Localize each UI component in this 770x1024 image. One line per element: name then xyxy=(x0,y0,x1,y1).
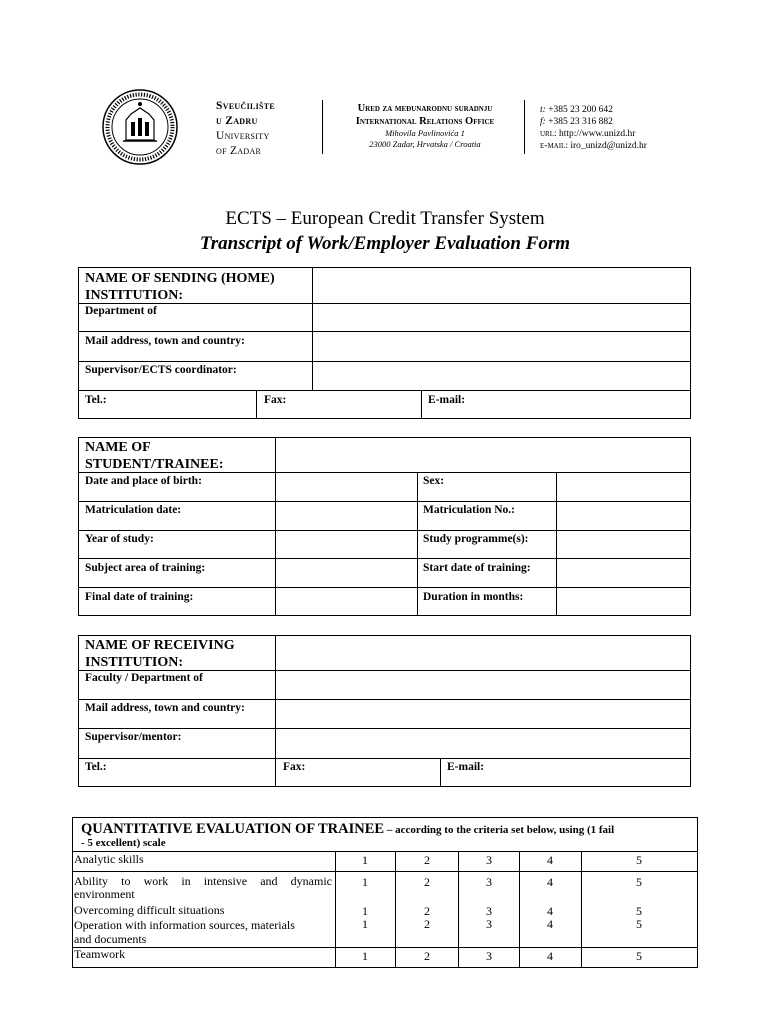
col-line xyxy=(335,851,336,967)
receiving-name-label xyxy=(85,637,235,671)
score-5-option[interactable]: 5 xyxy=(636,949,642,963)
col-line xyxy=(417,472,418,615)
student-programme-label: Study programme(s): xyxy=(423,533,529,545)
receiving-institution-section xyxy=(78,635,691,787)
fax-value: +385 23 316 882 xyxy=(548,117,613,127)
fax-key: f: xyxy=(540,117,546,127)
score-4-option[interactable]: 4 xyxy=(547,853,553,867)
receiving-name-field[interactable] xyxy=(276,637,689,669)
row-line xyxy=(73,871,697,872)
tel-key: t: xyxy=(540,105,546,115)
evaluation-section xyxy=(72,817,698,968)
header-divider-1 xyxy=(322,100,323,154)
receiving-mail-field[interactable] xyxy=(276,700,689,727)
row-line xyxy=(79,530,690,531)
row-line xyxy=(73,851,697,852)
page-subtitle: Transcript of Work/Employer Evaluation Form xyxy=(199,233,571,254)
receiving-name-label-2: INSTITUTION: xyxy=(85,655,184,670)
sending-email-label: E-mail: xyxy=(428,394,466,406)
receiving-supervisor-label: Supervisor/mentor: xyxy=(85,731,182,743)
score-1-option[interactable]: 1 xyxy=(362,904,368,918)
score-3-option[interactable]: 3 xyxy=(486,875,492,889)
score-2-option[interactable]: 2 xyxy=(424,853,430,867)
office-block xyxy=(340,102,510,150)
university-hr-line1: Sveučilište xyxy=(216,100,276,112)
student-year-label: Year of study: xyxy=(85,533,154,545)
contact-fax xyxy=(540,116,647,128)
score-1-option[interactable]: 1 xyxy=(362,917,368,931)
score-2-option[interactable]: 2 xyxy=(424,904,430,918)
score-5-option[interactable]: 5 xyxy=(636,917,642,931)
receiving-tel-label: Tel.: xyxy=(85,761,107,773)
sending-tel-label: Tel.: xyxy=(85,394,107,406)
sending-name-label-1: NAME OF SENDING (HOME) xyxy=(85,271,275,286)
sending-mail-label: Mail address, town and country: xyxy=(85,335,245,347)
email-value[interactable]: iro_unizd@unizd.hr xyxy=(570,141,647,151)
sending-supervisor-field[interactable] xyxy=(313,362,689,389)
row-line xyxy=(79,758,690,759)
university-en-line1: University xyxy=(216,130,270,142)
student-final-label: Final date of training: xyxy=(85,591,194,603)
score-4-option[interactable]: 4 xyxy=(547,917,553,931)
sending-mail-field[interactable] xyxy=(313,332,689,360)
sending-institution-section xyxy=(78,267,691,419)
criterion-dynamic-environment: Ability to work in intensive and dynamic xyxy=(74,874,332,888)
score-4-option[interactable]: 4 xyxy=(547,904,553,918)
university-en-line2: of Zadar xyxy=(216,145,262,157)
score-5-option[interactable]: 5 xyxy=(636,853,642,867)
row-line xyxy=(79,558,690,559)
criterion-dynamic-environment-2: environment xyxy=(74,887,135,901)
url-key: url: xyxy=(540,129,557,139)
student-matric-date-label: Matriculation date: xyxy=(85,504,182,516)
evaluation-heading-note-2: - 5 excellent) scale xyxy=(81,837,166,849)
office-name-hr: Ured za međunarodnu suradnju xyxy=(357,103,493,114)
receiving-faculty-field[interactable] xyxy=(276,671,689,698)
score-5-option[interactable]: 5 xyxy=(636,904,642,918)
score-4-option[interactable]: 4 xyxy=(547,875,553,889)
sending-name-field[interactable] xyxy=(313,269,689,302)
score-2-option[interactable]: 2 xyxy=(424,917,430,931)
contact-tel xyxy=(540,104,647,116)
score-1-option[interactable]: 1 xyxy=(362,875,368,889)
student-name-field[interactable] xyxy=(276,439,689,471)
receiving-fax-label: Fax: xyxy=(283,761,306,773)
url-value[interactable]: http://www.unizd.hr xyxy=(559,129,636,139)
col-line xyxy=(556,472,557,615)
student-name-label xyxy=(85,439,223,473)
col-line xyxy=(440,758,441,786)
col-line xyxy=(275,758,276,786)
score-1-option[interactable]: 1 xyxy=(362,853,368,867)
office-address-line1: Mihovila Pavlinovića 1 xyxy=(385,128,465,138)
criterion-information-sources-2: and documents xyxy=(74,932,147,946)
receiving-faculty-label: Faculty / Department of xyxy=(85,672,203,684)
tel-value: +385 23 200 642 xyxy=(548,105,613,115)
student-name-label-1: NAME OF xyxy=(85,440,151,455)
office-name-en: International Relations Office xyxy=(355,116,495,127)
sending-fax-label: Fax: xyxy=(264,394,287,406)
email-key: e-mail: xyxy=(540,141,568,151)
col-line xyxy=(519,851,520,967)
student-matric-no-label: Matriculation No.: xyxy=(423,504,515,516)
row-line xyxy=(79,390,690,391)
student-duration-label: Duration in months: xyxy=(423,591,524,603)
student-sex-label: Sex: xyxy=(423,475,445,487)
row-line xyxy=(79,587,690,588)
student-subject-label: Subject area of training: xyxy=(85,562,206,574)
receiving-supervisor-field[interactable] xyxy=(276,729,689,757)
score-4-option[interactable]: 4 xyxy=(547,949,553,963)
score-3-option[interactable]: 3 xyxy=(486,949,492,963)
score-2-option[interactable]: 2 xyxy=(424,949,430,963)
evaluation-heading-main: QUANTITATIVE EVALUATION OF TRAINEE xyxy=(81,821,385,837)
student-start-label: Start date of training: xyxy=(423,562,531,574)
sending-supervisor-label: Supervisor/ECTS coordinator: xyxy=(85,364,237,376)
student-section xyxy=(78,437,691,616)
col-line xyxy=(581,851,582,967)
score-3-option[interactable]: 3 xyxy=(486,917,492,931)
receiving-name-label-1: NAME OF RECEIVING xyxy=(85,638,235,653)
receiving-mail-label: Mail address, town and country: xyxy=(85,702,245,714)
sending-department-label: Department of xyxy=(85,305,157,317)
sending-department-field[interactable] xyxy=(313,304,689,330)
student-dob-label: Date and place of birth: xyxy=(85,475,202,487)
score-2-option[interactable]: 2 xyxy=(424,875,430,889)
criterion-analytic-skills: Analytic skills xyxy=(74,852,144,866)
row-line xyxy=(73,947,697,948)
score-3-option[interactable]: 3 xyxy=(486,853,492,867)
criterion-teamwork: Teamwork xyxy=(74,947,126,961)
criterion-difficult-situations: Overcoming difficult situations xyxy=(74,903,225,917)
score-3-option[interactable]: 3 xyxy=(486,904,492,918)
university-hr-line2: u Zadru xyxy=(216,115,258,127)
office-address-line2: 23000 Zadar, Hrvatska / Croatia xyxy=(369,139,481,149)
col-line xyxy=(395,851,396,967)
row-line xyxy=(79,501,690,502)
col-line xyxy=(458,851,459,967)
evaluation-heading xyxy=(81,820,693,839)
page-title: ECTS – European Credit Transfer System xyxy=(225,208,545,229)
student-name-label-2: STUDENT/TRAINEE: xyxy=(85,457,224,472)
criterion-information-sources: Operation with information sources, materials xyxy=(74,918,295,932)
contact-block xyxy=(540,104,647,152)
university-seal-logo xyxy=(93,88,188,166)
col-line xyxy=(256,390,257,418)
contact-url xyxy=(540,128,647,140)
sending-name-label-2: INSTITUTION: xyxy=(85,288,184,303)
col-line xyxy=(421,390,422,418)
receiving-email-label: E-mail: xyxy=(447,761,485,773)
sending-name-label xyxy=(85,270,275,304)
header-divider-2 xyxy=(524,100,525,154)
score-5-option[interactable]: 5 xyxy=(636,875,642,889)
university-name xyxy=(216,99,275,159)
evaluation-heading-note-1: – according to the criteria set below, using (1 fail xyxy=(384,824,615,836)
contact-email xyxy=(540,140,647,152)
score-1-option[interactable]: 1 xyxy=(362,949,368,963)
